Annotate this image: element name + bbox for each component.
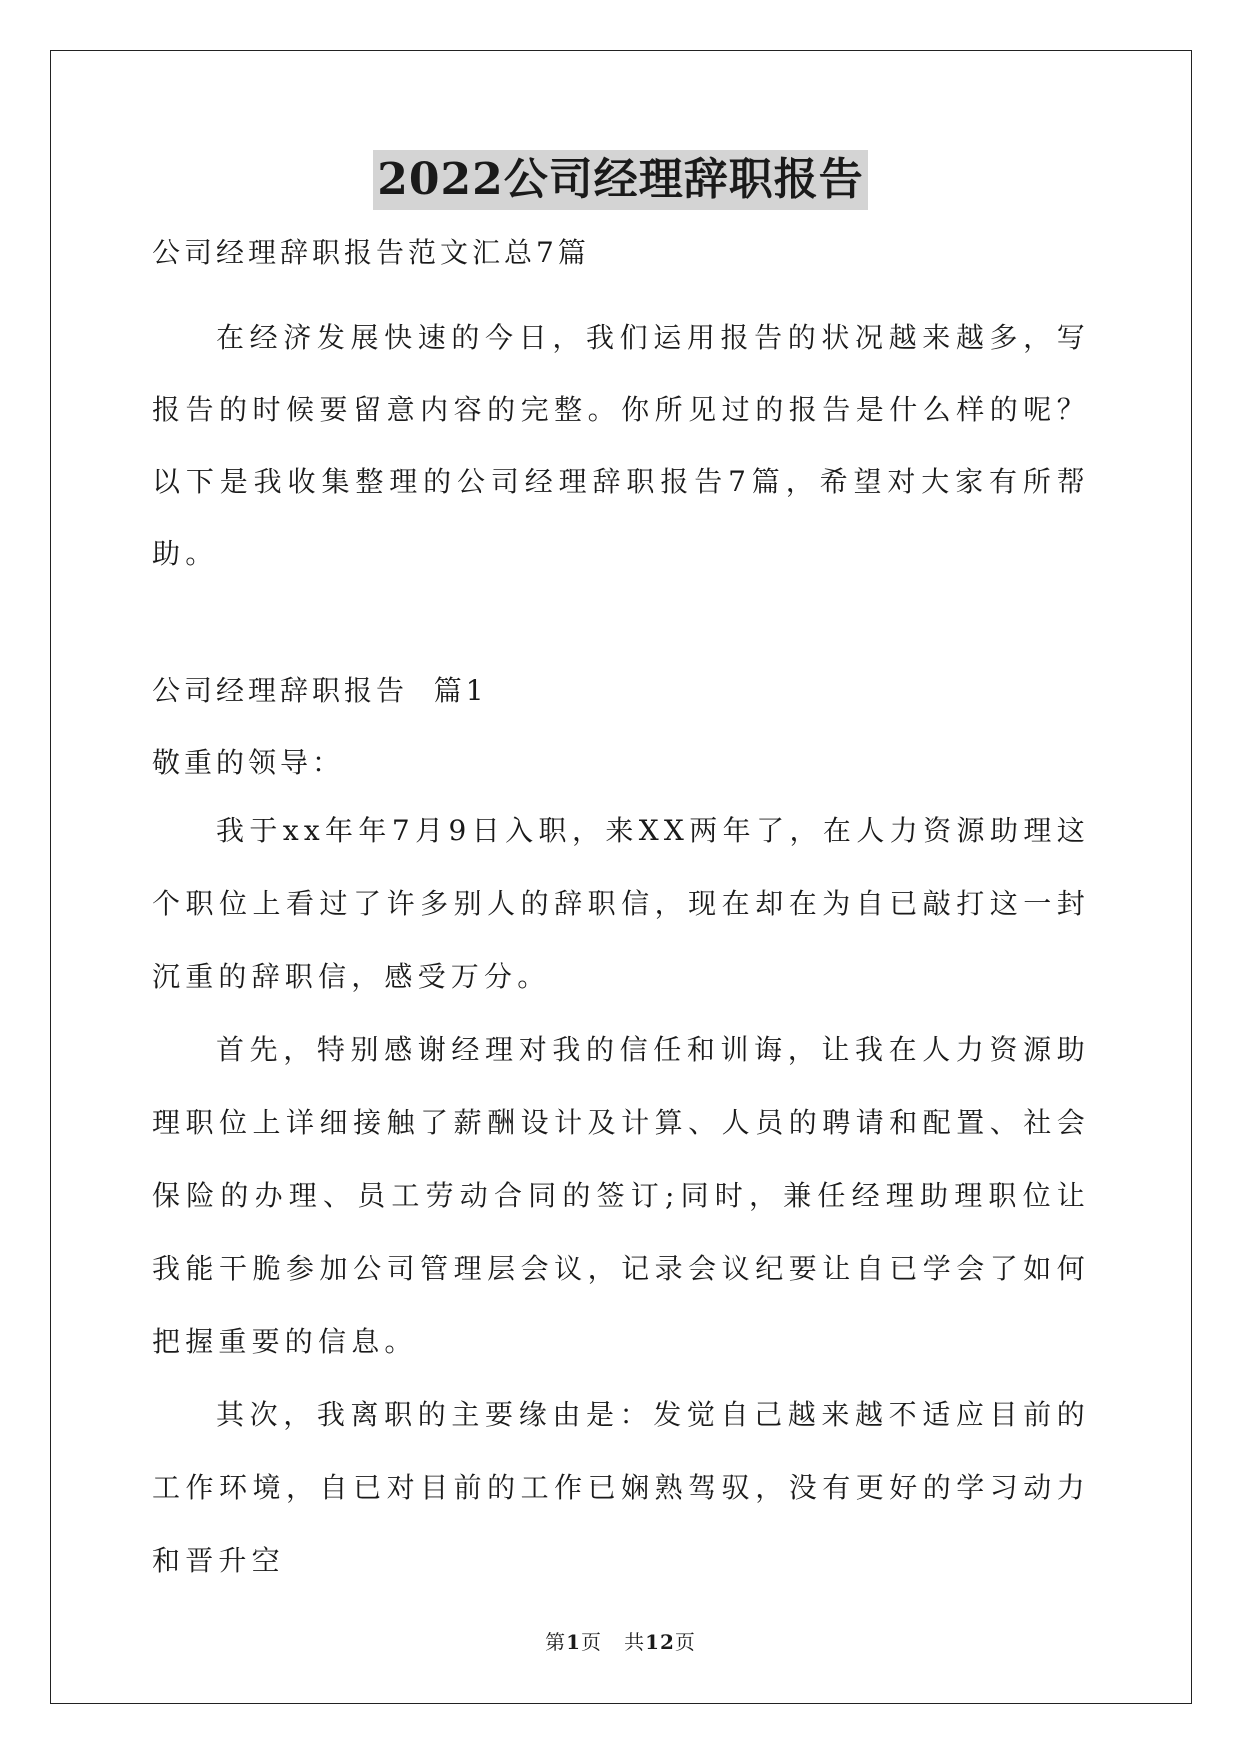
section-heading: 公司经理辞职报告 篇1: [152, 674, 488, 707]
body-paragraph-2: 首先，特别感谢经理对我的信任和训诲，让我在人力资源助理职位上详细接触了薪酬设计及计算、人员的聘请和配置、社会保险的办理、员工劳动合同的签订;同时，兼任经理助理职位让我能干脆参加公司管理层会议，记录会议纪要让自已学会了如何把握重要的信息。: [152, 1033, 1090, 1358]
page-footer: [0, 1628, 1241, 1656]
body-paragraph-3: 其次，我离职的主要缘由是：发觉自己越来越不适应目前的工作环境，自已对目前的工作已娴熟驾驭，没有更好的学习动力和晋升空: [152, 1398, 1090, 1577]
document-body: [152, 228, 1090, 1597]
body-paragraph-1: 我于xx年年7月9日入职，来XX两年了，在人力资源助理这个职位上看过了许多别人的辞职信，现在却在为自已敲打这一封沉重的辞职信，感受万分。: [152, 814, 1090, 993]
page-total: 12: [645, 1630, 675, 1654]
title-container: [0, 150, 1241, 210]
salutation: 敬重的领导：: [152, 746, 345, 779]
page-label-prefix: 第: [545, 1630, 567, 1654]
page-label-suffix: 页: [674, 1630, 696, 1654]
page-current: 1: [566, 1630, 581, 1654]
intro-paragraph: 在经济发展快速的今日，我们运用报告的状况越来越多，写报告的时候要留意内容的完整。你所见过的报告是什么样的呢？以下是我收集整理的公司经理辞职报告7篇，希望对大家有所帮助。: [152, 321, 1090, 570]
document-subtitle: 公司经理辞职报告范文汇总7篇: [152, 236, 590, 269]
page-label-mid: 页 共: [581, 1630, 646, 1654]
document-title: 2022公司经理辞职报告: [373, 150, 867, 210]
